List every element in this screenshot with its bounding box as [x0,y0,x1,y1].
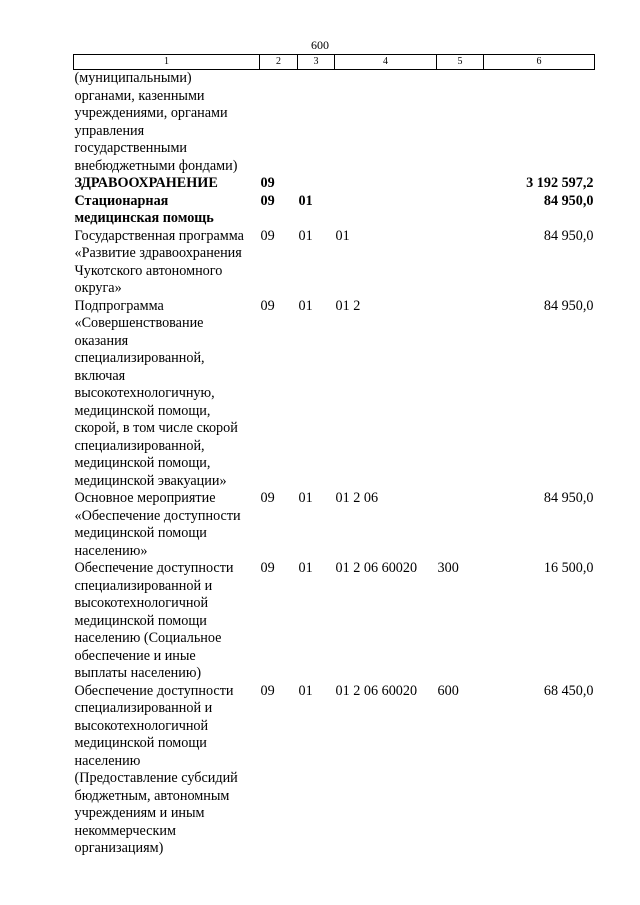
header-row [74,55,595,70]
row-expense-type-code [437,193,484,228]
table-row [74,228,595,298]
row-subsection-code [298,70,335,176]
row-subsection-code: 01 [298,490,313,506]
table-row [74,193,595,228]
row-amount: 16 500,0 [543,560,594,576]
row-expense-type-code: 300 [437,560,459,576]
page-number: 600 [311,38,329,52]
header-cell-5: 5 [437,55,484,70]
row-description: Основное мероприятие «Обеспечение доступности медицинской помощи населению» [74,490,241,559]
row-subsection-code: 01 [298,560,313,576]
table-row [74,560,595,683]
row-subsection-code: 01 [298,682,313,699]
row-description: Обеспечение доступности специализированной и высокотехнологичной медицинской помощи населению (Предоставление субсидий бюджетным, автономным учреждениям и иным некоммерческим организациям) [74,682,238,856]
row-section-code: 09 [260,297,275,314]
row-section-code: 09 [260,192,275,209]
table-body [74,70,595,858]
row-description: Государственная программа «Развитие здравоохранения Чукотского автономного округа» [74,227,244,296]
row-subsection-code: 01 [298,227,313,244]
row-target-article-code: 01 [335,227,350,244]
header-cell-2: 2 [260,55,298,70]
row-target-article-code: 01 2 06 60020 [335,560,418,576]
row-amount: 68 450,0 [543,682,594,699]
row-subsection-code: 01 [298,297,313,314]
row-target-article-code [335,193,437,228]
row-section-code: 09 [260,175,275,191]
row-amount: 84 950,0 [543,227,594,244]
row-description: Стационарная медицинская помощь [74,192,214,226]
row-amount: 84 950,0 [543,297,594,314]
row-amount: 3 192 597,2 [526,175,594,191]
row-section-code: 09 [260,227,275,244]
header-cell-1: 1 [74,55,260,70]
row-expense-type-code [437,70,484,176]
row-subsection-code [298,175,335,193]
row-amount: 84 950,0 [543,490,594,506]
row-target-article-code: 01 2 06 [335,490,379,506]
header-cell-6: 6 [484,55,595,70]
table-row [74,490,595,560]
row-description: Подпрограмма «Совершенствование оказания специализированной, включая высокотехнологичную, медицинской помощи, скорой, в том числе скорой специализированной, медицинской помощи, медицинской эвакуации» [74,297,238,489]
table-row [74,175,595,193]
row-amount: 84 950,0 [543,192,594,209]
row-expense-type-code [437,175,484,193]
row-expense-type-code [437,490,484,560]
row-description: Обеспечение доступности специализированной и высокотехнологичной медицинской помощи населению (Социальное обеспечение и иные выплаты населению) [74,560,234,681]
table-header [74,55,595,70]
row-section-code: 09 [260,490,275,506]
row-section-code [260,70,298,176]
table-row [74,70,595,176]
row-subsection-code: 01 [298,192,313,209]
row-section-code: 09 [260,682,275,699]
row-description: (муниципальными) органами, казенными учреждениями, органами управления государственными внебюджетными фондами) [74,70,238,174]
budget-table [73,54,595,858]
row-target-article-code: 01 2 06 60020 [335,682,418,699]
row-target-article-code: 01 2 [335,297,361,314]
table-row [74,298,595,491]
row-target-article-code [335,70,437,176]
row-target-article-code [335,175,437,193]
row-section-code: 09 [260,560,275,576]
row-expense-type-code [437,298,484,491]
row-description: ЗДРАВООХРАНЕНИЕ [74,175,218,191]
header-cell-3: 3 [298,55,335,70]
table-row [74,683,595,858]
header-cell-4: 4 [335,55,437,70]
row-expense-type-code [437,228,484,298]
row-expense-type-code: 600 [437,682,459,699]
row-amount [484,70,595,176]
